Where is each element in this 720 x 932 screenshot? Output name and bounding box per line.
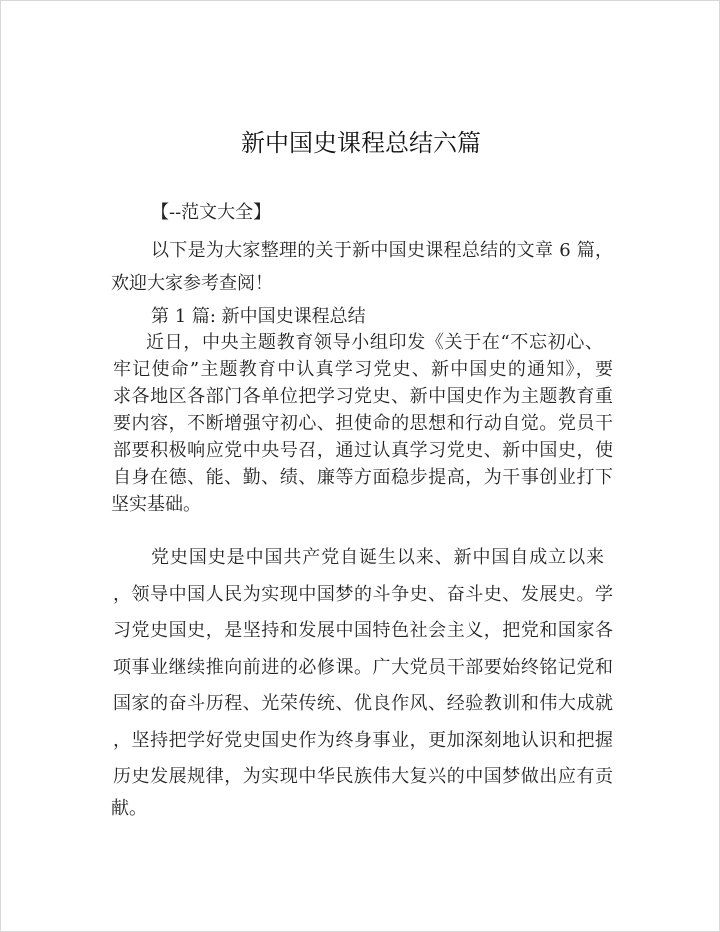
paragraph-line: 项事业继续推向前进的必修课。广大党员干部要始终铭记党和 bbox=[113, 657, 613, 678]
paragraph-line: ，领导中国人民为实现中国梦的斗争史、奋斗史、发展史。学 bbox=[113, 584, 613, 605]
paragraph-line: 部要积极响应党中央号召，通过认真学习党史、新中国史，使 bbox=[113, 440, 613, 461]
paragraph-line: 坚实基础。 bbox=[111, 494, 201, 515]
paragraph-line: 国家的奋斗历程、光荣传统、优良作风、经验教训和伟大成就 bbox=[113, 693, 613, 714]
paragraph-line: 牢记使命”主题教育中认真学习党史、新中国史的通知》，要 bbox=[113, 359, 613, 380]
paragraph-line: 自身在德、能、勤、绩、廉等方面稳步提高，为干事创业打下 bbox=[113, 467, 613, 488]
section-heading: 第 1 篇: 新中国史课程总结 bbox=[151, 306, 366, 327]
paragraph-line: 历史发展规律，为实现中华民族伟大复兴的中国梦做出应有贡 bbox=[113, 766, 613, 787]
intro-line: 欢迎大家参考查阅！ bbox=[111, 273, 273, 294]
paragraph-line: 党史国史是中国共产党自诞生以来、新中国自成立以来 bbox=[151, 547, 604, 568]
source-tag: 【--范文大全】 bbox=[151, 202, 272, 223]
paragraph-line: 求各地区各部门各单位把学习党史、新中国史作为主题教育重 bbox=[113, 386, 613, 407]
intro-line: 以下是为大家整理的关于新中国史课程总结的文章 6 篇， bbox=[151, 240, 613, 261]
paragraph-line: 要内容，不断增强守初心、担使命的思想和行动自觉。党员干 bbox=[113, 413, 613, 434]
paragraph-line: 习党史国史，是坚持和发展中国特色社会主义，把党和国家各 bbox=[113, 620, 613, 641]
paragraph-line: ，坚持把学好党史国史作为终身事业，更加深刻地认识和把握 bbox=[113, 730, 613, 751]
paragraph-line: 近日，中央主题教育领导小组印发《关于在“不忘初心、 bbox=[146, 332, 603, 353]
paragraph-line: 献。 bbox=[111, 798, 147, 819]
document-title: 新中国史课程总结六篇 bbox=[241, 129, 481, 157]
